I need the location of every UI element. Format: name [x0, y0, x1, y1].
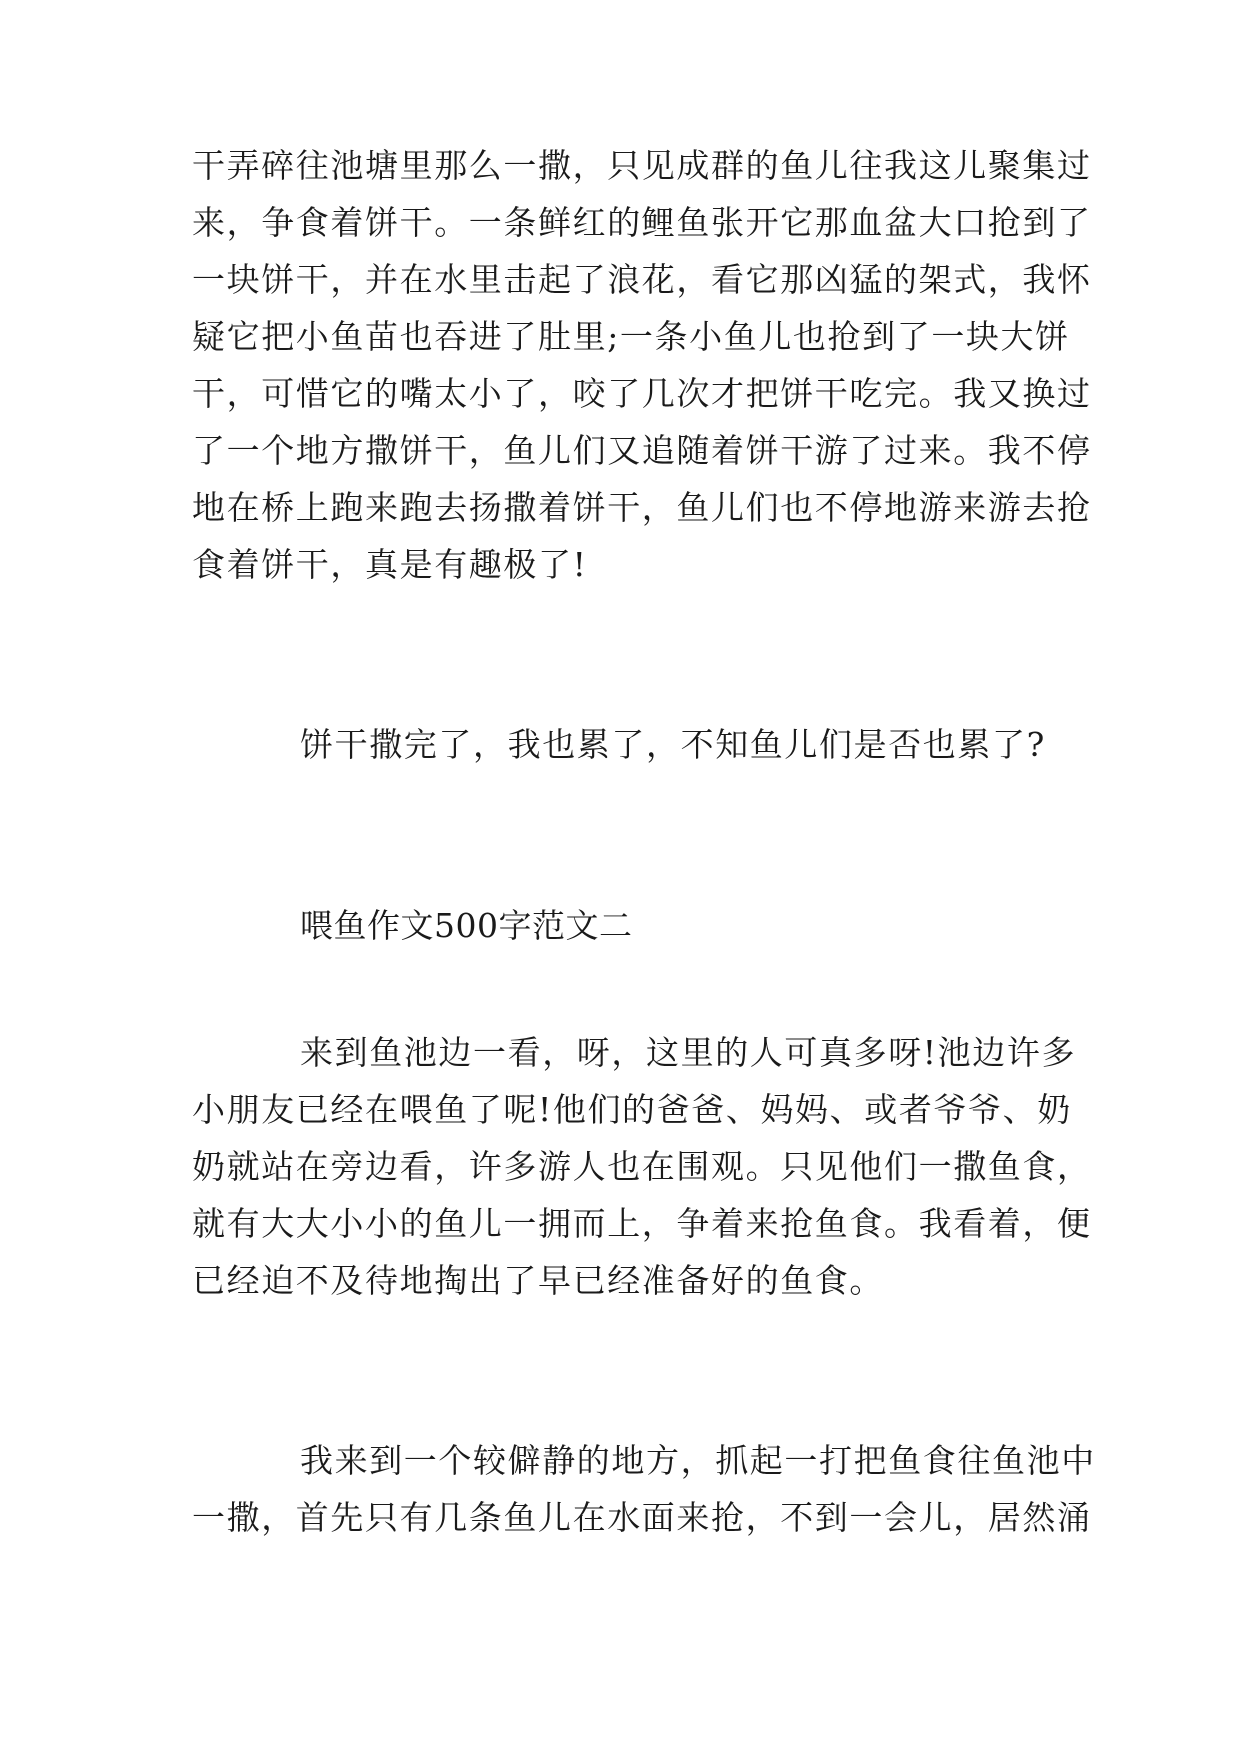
text-line: 已经迫不及待地掏出了早已经准备好的鱼食。: [192, 1261, 884, 1300]
text-line: 干，可惜它的嘴太小了，咬了几次才把饼干吃完。我又换过: [192, 374, 1092, 413]
text-line: 就有大大小小的鱼儿一拥而上，争着来抢鱼食。我看着，便: [192, 1204, 1092, 1243]
text-line: 了一个地方撒饼干，鱼儿们又追随着饼干游了过来。我不停: [192, 431, 1092, 470]
text-line: 来，争食着饼干。一条鲜红的鲤鱼张开它那血盆大口抢到了: [192, 203, 1092, 242]
text-line: 我来到一个较僻静的地方，抓起一打把鱼食往鱼池中: [300, 1441, 1096, 1480]
text-line: 饼干撒完了，我也累了，不知鱼儿们是否也累了?: [300, 725, 1046, 764]
section-heading: 喂鱼作文500字范文二: [300, 906, 633, 945]
text-line: 干弄碎往池塘里那么一撒，只见成群的鱼儿往我这儿聚集过: [192, 146, 1092, 185]
text-line: 小朋友已经在喂鱼了呢!他们的爸爸、妈妈、或者爷爷、奶: [192, 1090, 1072, 1129]
text-line: 来到鱼池边一看，呀，这里的人可真多呀!池边许多: [300, 1033, 1077, 1072]
text-line: 疑它把小鱼苗也吞进了肚里;一条小鱼儿也抢到了一块大饼: [192, 317, 1070, 356]
text-line: 一块饼干，并在水里击起了浪花，看它那凶猛的架式，我怀: [192, 260, 1092, 299]
text-line: 地在桥上跑来跑去扬撒着饼干，鱼儿们也不停地游来游去抢: [192, 488, 1092, 527]
text-line: 一撒，首先只有几条鱼儿在水面来抢，不到一会儿，居然涌: [192, 1498, 1092, 1537]
text-line: 食着饼干，真是有趣极了!: [192, 545, 588, 584]
text-line: 奶就站在旁边看，许多游人也在围观。只见他们一撒鱼食，: [192, 1147, 1092, 1186]
